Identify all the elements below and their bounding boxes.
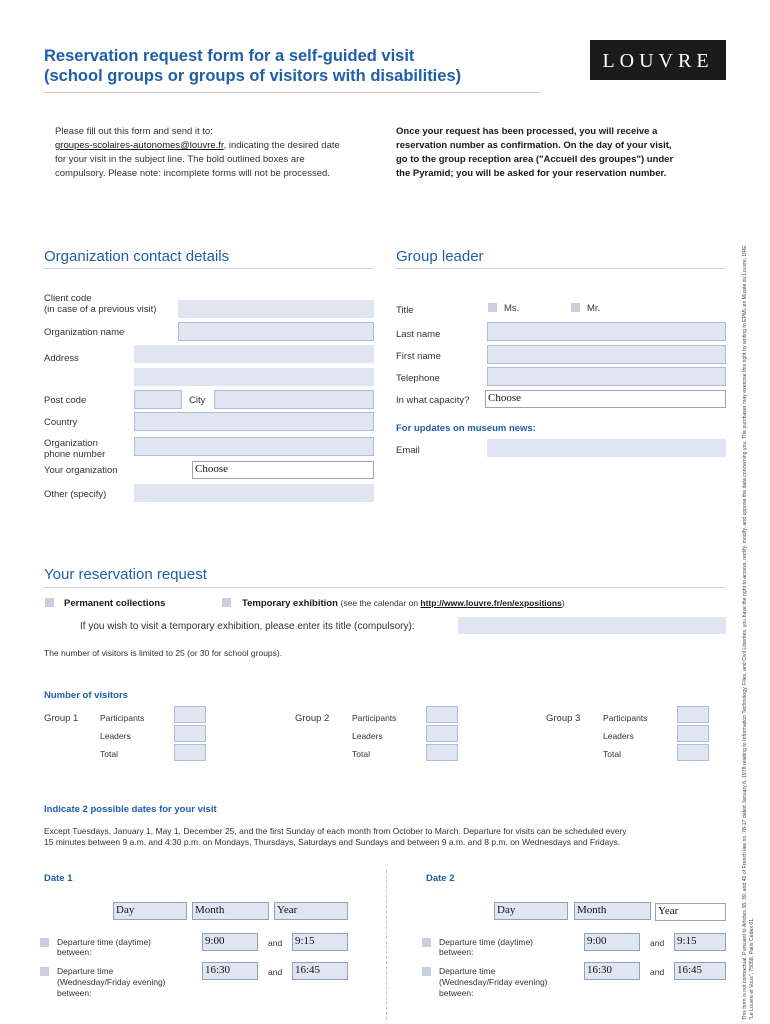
date2-evening-sublabel: (Wednesday/Friday evening)	[439, 977, 548, 987]
group1-label: Group 1	[44, 713, 79, 724]
date2-evening-between: between:	[439, 988, 474, 998]
permanent-checkbox[interactable]	[45, 598, 54, 607]
post-code-input[interactable]	[134, 390, 182, 409]
dates-heading: Indicate 2 possible dates for your visit	[44, 804, 217, 815]
date2-year-select[interactable]: Year	[655, 903, 726, 921]
group3-label: Group 3	[546, 713, 581, 724]
telephone-input[interactable]	[487, 367, 726, 386]
form-title-line1: Reservation request form for a self-guided visit	[44, 47, 415, 65]
org-phone-label: Organization	[44, 438, 98, 449]
date2-and-2: and	[650, 967, 665, 977]
dates-divider	[386, 870, 387, 1020]
title-label: Title	[396, 305, 414, 316]
date2-evening-label: Departure time	[439, 966, 496, 976]
form-title-line2: (school groups or groups of visitors with disabilities)	[44, 67, 462, 85]
date1-label: Date 1	[44, 873, 73, 884]
date2-evening-to[interactable]: 16:45	[674, 962, 726, 980]
date1-and-1: and	[268, 938, 283, 948]
dates-note-line1: Except Tuesdays, January 1, May 1, December 25, and the first Sunday of each month from October to March. Departure for visits can be scheduled every	[44, 826, 627, 836]
legal-side-note: This form is not contractual. Pursuant to Articles 38, 39, and 40 of French law no. 78-17 dated January 6, 1978 relating to Information Technology, Files, and Civil Liberties, you have the right to access, rectify, modify, and oppose the data concerning you. The purchaser may exercise this right by writing to EPML en Musée du Louvre, DRE "Le Louvre et Vous", 75058, Paris Cedex 01.	[742, 245, 755, 1020]
telephone-label: Telephone	[396, 373, 440, 384]
title-divider	[44, 92, 540, 93]
group3-total-input[interactable]	[677, 744, 709, 761]
date1-day-select[interactable]: Day	[113, 902, 187, 920]
date2-label: Date 2	[426, 873, 455, 884]
org-name-label: Organization name	[44, 327, 125, 338]
group3-participants-input[interactable]	[677, 706, 709, 723]
date1-month-select[interactable]: Month	[192, 902, 269, 920]
date1-evening-between: between:	[57, 988, 92, 998]
group2-label: Group 2	[295, 713, 330, 724]
temporary-checkbox[interactable]	[222, 598, 231, 607]
date1-daytime-checkbox[interactable]	[40, 938, 49, 947]
date2-month-select[interactable]: Month	[574, 902, 651, 920]
client-code-label: Client code	[44, 293, 92, 304]
address-label: Address	[44, 353, 79, 364]
date1-and-2: and	[268, 967, 283, 977]
reservation-heading-rule	[44, 587, 726, 588]
group2-leaders-label: Leaders	[352, 731, 383, 741]
last-name-input[interactable]	[487, 322, 726, 341]
other-label: Other (specify)	[44, 489, 107, 500]
last-name-label: Last name	[396, 329, 441, 340]
date2-and-1: and	[650, 938, 665, 948]
org-name-input[interactable]	[178, 322, 374, 341]
date1-evening-checkbox[interactable]	[40, 967, 49, 976]
date1-daytime-from[interactable]: 9:00	[202, 933, 258, 951]
your-org-select[interactable]: Choose	[192, 461, 374, 479]
date2-daytime-from[interactable]: 9:00	[584, 933, 640, 951]
date2-daytime-sublabel: between:	[439, 947, 474, 957]
exhibitions-link[interactable]: http://www.louvre.fr/en/expositions	[420, 598, 562, 608]
updates-label: For updates on museum news:	[396, 423, 536, 434]
contact-email-link[interactable]: groupes-scolaires-autonomes@louvre.fr	[55, 140, 224, 151]
mr-label: Mr.	[587, 303, 601, 314]
address-input-1[interactable]	[134, 345, 374, 363]
group1-leaders-label: Leaders	[100, 731, 131, 741]
date1-evening-label: Departure time	[57, 966, 114, 976]
date1-daytime-label: Departure time (daytime)	[57, 937, 152, 947]
louvre-logo: LOUVRE	[590, 40, 726, 80]
group1-leaders-input[interactable]	[174, 725, 206, 742]
date2-daytime-to[interactable]: 9:15	[674, 933, 726, 951]
leader-heading-rule	[396, 268, 726, 269]
group2-leaders-input[interactable]	[426, 725, 458, 742]
email-label: Email	[396, 445, 420, 456]
date2-daytime-label: Departure time (daytime)	[439, 937, 534, 947]
email-input[interactable]	[487, 439, 726, 457]
date1-daytime-sublabel: between:	[57, 947, 92, 957]
client-code-input[interactable]	[178, 300, 374, 318]
group1-participants-label: Participants	[100, 713, 145, 723]
city-label: City	[189, 395, 206, 406]
leader-heading: Group leader	[396, 248, 484, 265]
group3-participants-label: Participants	[603, 713, 648, 723]
date1-evening-sublabel: (Wednesday/Friday evening)	[57, 977, 166, 987]
ms-label: Ms.	[504, 303, 520, 314]
temp-title-prompt: If you wish to visit a temporary exhibition, please enter its title (compulsory):	[80, 621, 415, 632]
city-input[interactable]	[214, 390, 374, 409]
org-heading-rule	[44, 268, 374, 269]
your-org-label: Your organization	[44, 465, 118, 476]
client-code-sublabel: (in case of a previous visit)	[44, 304, 157, 315]
capacity-select[interactable]: Choose	[485, 390, 726, 408]
group3-leaders-label: Leaders	[603, 731, 634, 741]
permanent-label: Permanent collections	[64, 598, 166, 609]
group1-participants-input[interactable]	[174, 706, 206, 723]
visitor-limit-note: The number of visitors is limited to 25 (or 30 for school groups).	[44, 648, 283, 658]
temporary-label-group: Temporary exhibition (see the calendar on http://www.louvre.fr/en/expositions)	[242, 598, 565, 609]
ms-checkbox[interactable]	[488, 303, 497, 312]
group2-total-input[interactable]	[426, 744, 458, 761]
post-code-label: Post code	[44, 395, 87, 406]
mr-checkbox[interactable]	[571, 303, 580, 312]
address-input-2[interactable]	[134, 368, 374, 386]
group2-participants-label: Participants	[352, 713, 397, 723]
org-phone-sublabel: phone number	[44, 449, 106, 460]
org-phone-input[interactable]	[134, 437, 374, 456]
date2-day-select[interactable]: Day	[494, 902, 568, 920]
reservation-heading: Your reservation request	[44, 566, 207, 583]
date2-daytime-checkbox[interactable]	[422, 938, 431, 947]
org-heading: Organization contact details	[44, 248, 230, 265]
visitors-heading: Number of visitors	[44, 690, 128, 701]
group1-total-input[interactable]	[174, 744, 206, 761]
date2-evening-from[interactable]: 16:30	[584, 962, 640, 980]
other-input[interactable]	[134, 484, 374, 502]
date1-daytime-to[interactable]: 9:15	[292, 933, 348, 951]
temp-title-input[interactable]	[458, 617, 726, 634]
first-name-label: First name	[396, 351, 441, 362]
group2-participants-input[interactable]	[426, 706, 458, 723]
group3-total-label: Total	[603, 749, 621, 759]
date2-evening-checkbox[interactable]	[422, 967, 431, 976]
group1-total-label: Total	[100, 749, 118, 759]
dates-note-line2: 15 minutes between 9 a.m. and 4:30 p.m. on Mondays, Thursdays, Saturdays and Sundays and between 9 a.m. and 8 p.m. on Wednesdays and Fridays.	[44, 837, 621, 847]
date1-evening-from[interactable]: 16:30	[202, 962, 258, 980]
country-input[interactable]	[134, 412, 374, 431]
country-label: Country	[44, 417, 78, 428]
first-name-input[interactable]	[487, 345, 726, 364]
capacity-label: In what capacity?	[396, 395, 470, 406]
group2-total-label: Total	[352, 749, 370, 759]
intro-left: Please fill out this form and send it to: groupes-scolaires-autonomes@louvre.fr, indicating the desired date for your visit in the subject line. The bold outlined boxes are compulsory. Please note: incomplete forms will not be processed.	[55, 126, 340, 179]
date1-year-select[interactable]: Year	[274, 902, 348, 920]
date1-evening-to[interactable]: 16:45	[292, 962, 348, 980]
group3-leaders-input[interactable]	[677, 725, 709, 742]
intro-right: Once your request has been processed, you will receive a reservation number as confirmation. On the day of your visit, go to the group reception area ("Accueil des groupes") under the Pyramid; you will be asked for your reservation number.	[396, 126, 674, 179]
